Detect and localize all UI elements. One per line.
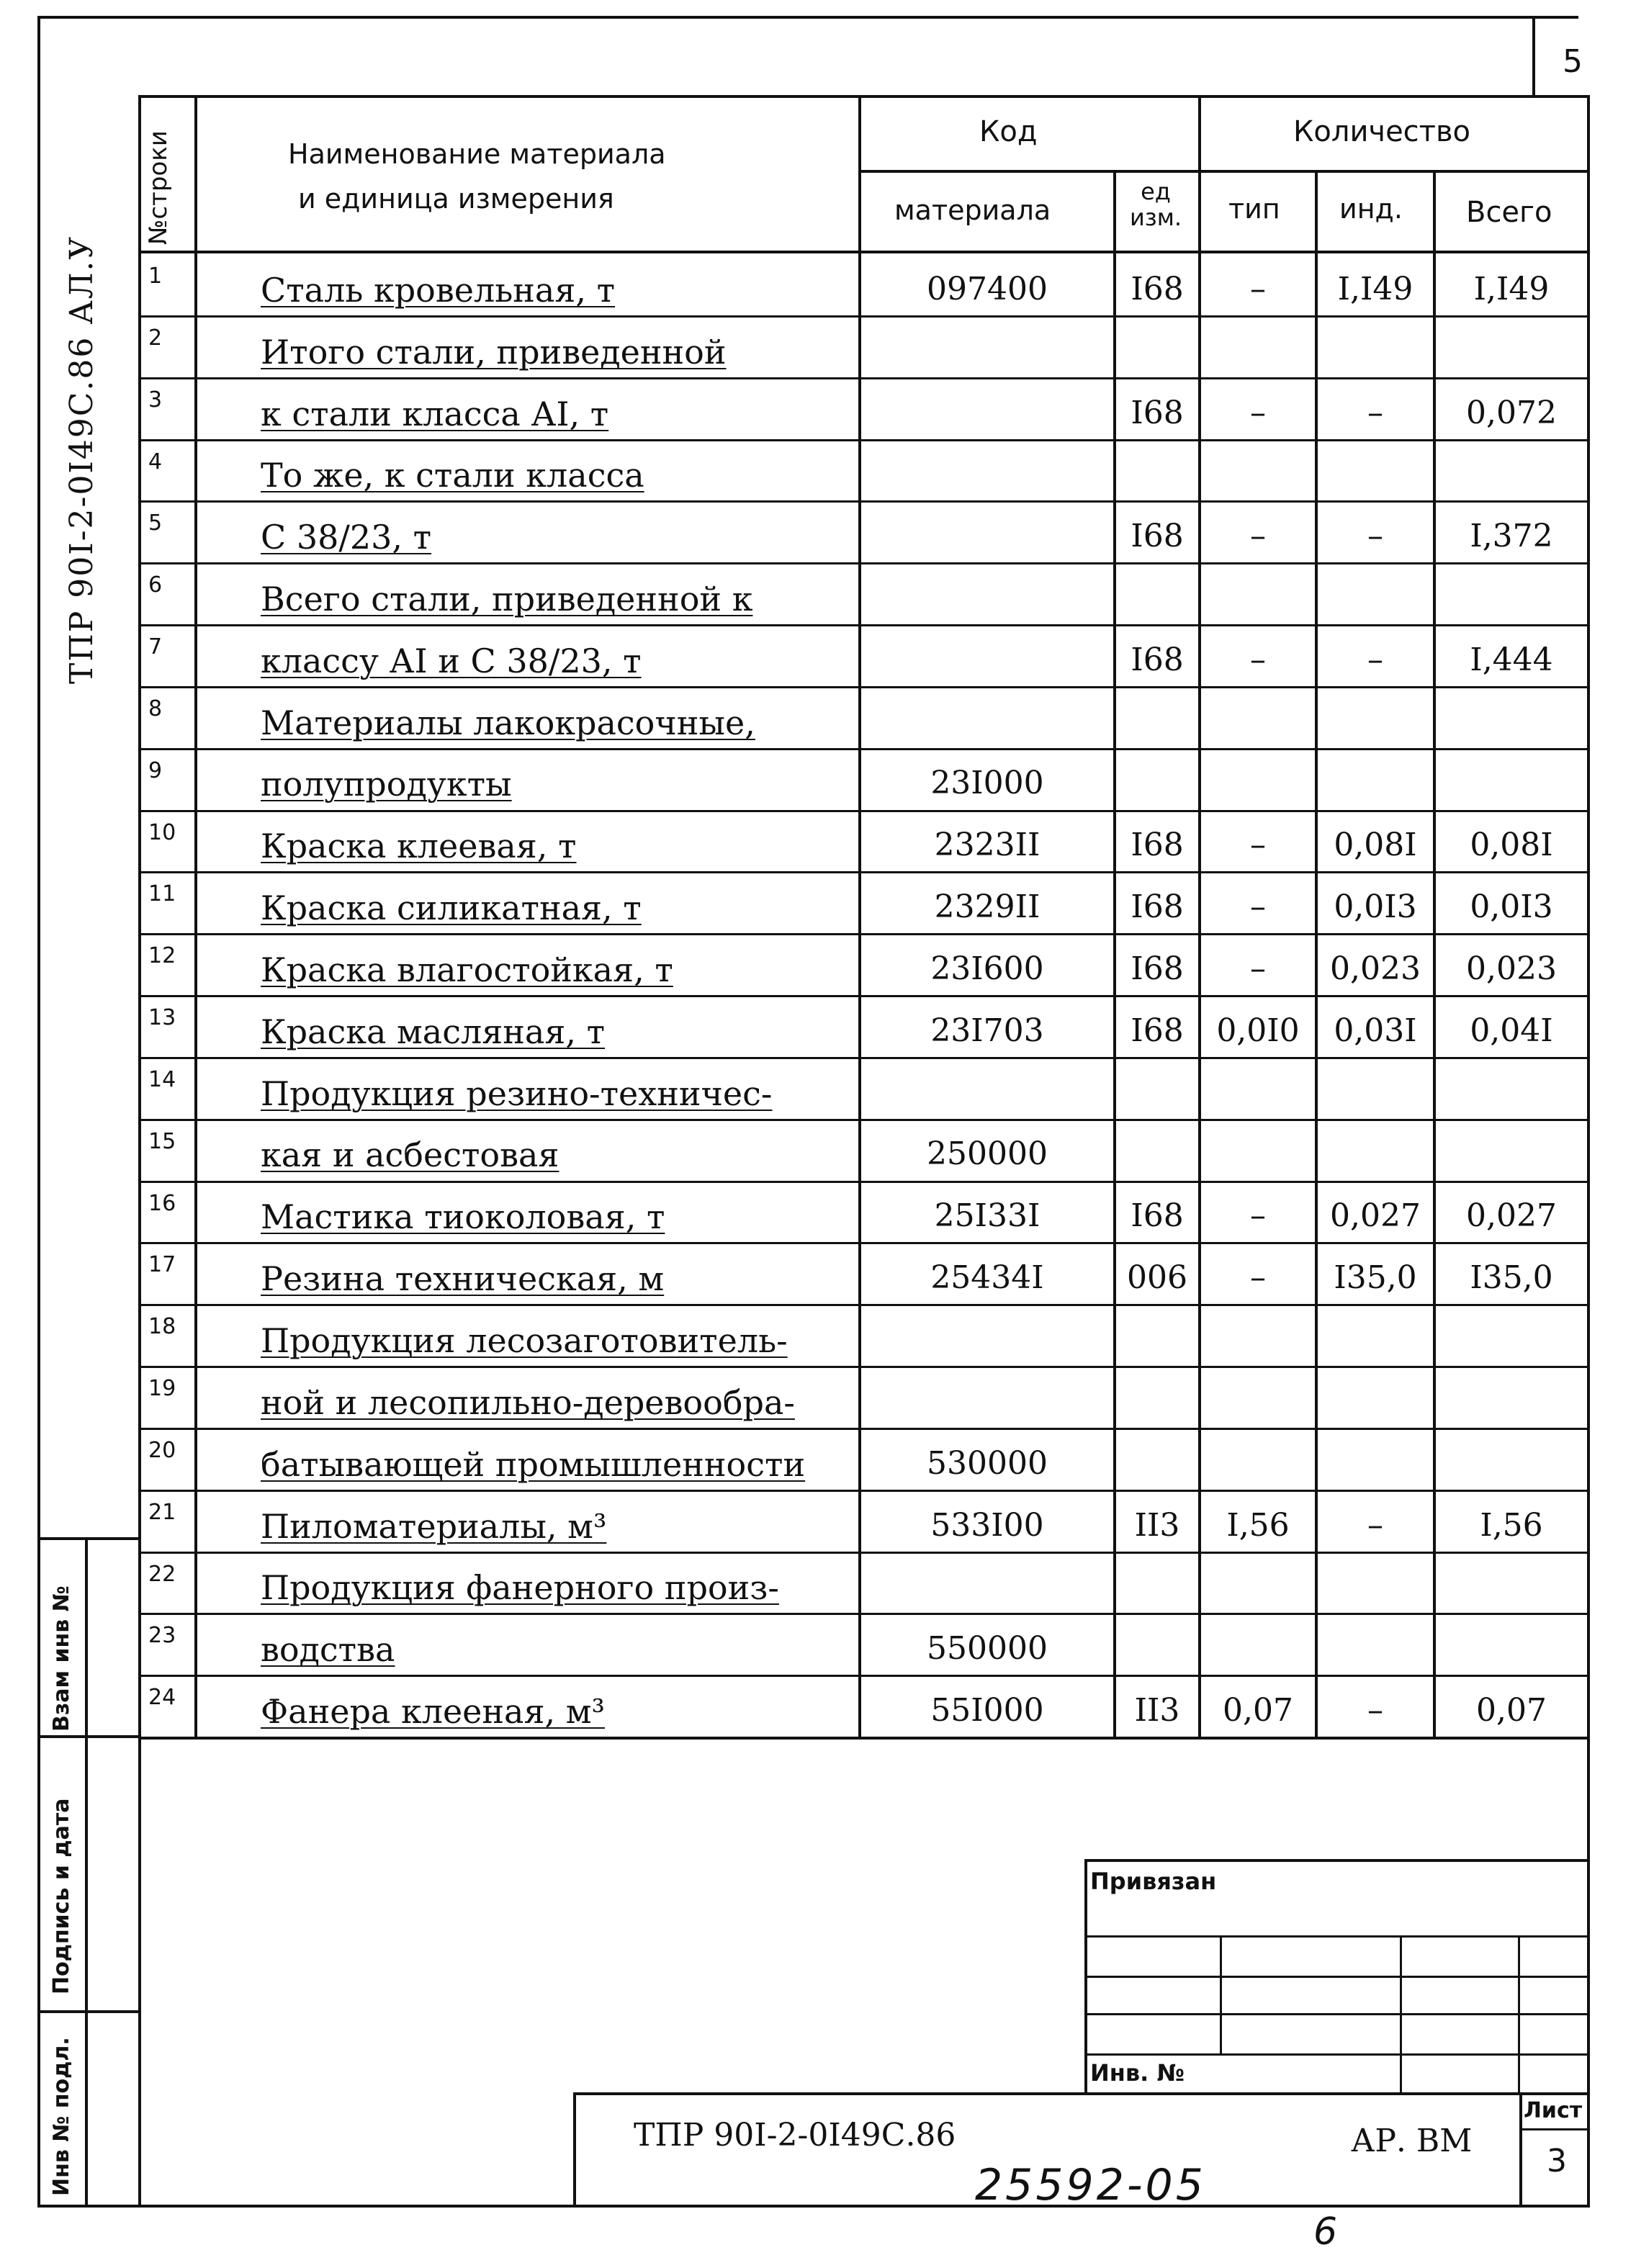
- row-unit: I68: [1131, 1012, 1184, 1049]
- margin-label-podpis: Подпись и дата: [49, 1798, 74, 1994]
- row-name: Краска масляная, т: [261, 1012, 606, 1051]
- stamp-grid-h3: [1084, 2013, 1590, 2015]
- table-top-line: [138, 95, 1590, 98]
- row-number: 22: [148, 1562, 176, 1587]
- row-ind: 0,027: [1330, 1197, 1421, 1234]
- row-ind: 0,08I: [1334, 827, 1417, 863]
- row-number: 7: [148, 634, 163, 660]
- row-number: 9: [148, 758, 163, 783]
- row-unit: 006: [1127, 1259, 1187, 1296]
- bottom-page-number: 6: [1313, 2210, 1338, 2254]
- row-unit: I68: [1131, 950, 1184, 987]
- row-separator: [138, 1428, 1590, 1430]
- row-code: 23I703: [930, 1012, 1044, 1049]
- row-tip: –: [1250, 395, 1266, 431]
- stamp-grid-v1: [1220, 1935, 1222, 2053]
- row-tip: –: [1250, 518, 1266, 554]
- row-tip: 0,07: [1223, 1692, 1293, 1729]
- header-unit: ед изм.: [1129, 178, 1182, 231]
- header-tip: тип: [1228, 193, 1280, 225]
- stamp-main-left: [573, 2092, 576, 2206]
- row-unit: I68: [1131, 271, 1184, 307]
- row-code: 23I000: [930, 765, 1044, 801]
- row-number: 12: [148, 943, 176, 968]
- row-separator: [138, 995, 1590, 997]
- row-separator: [138, 439, 1590, 441]
- row-name: Фанера клееная, м³: [261, 1692, 605, 1731]
- row-name: То же, к стали класса: [261, 456, 644, 495]
- row-code: 550000: [927, 1630, 1048, 1667]
- margin-stamp-divider: [85, 1537, 88, 2205]
- row-name: к стали класса АI, т: [261, 395, 609, 433]
- row-name: Материалы лакокрасочные,: [261, 703, 755, 742]
- row-number: 10: [148, 820, 176, 845]
- row-total: 0,0I3: [1470, 888, 1553, 925]
- row-separator: [138, 1490, 1590, 1492]
- row-code: 250000: [927, 1135, 1048, 1172]
- row-number: 2: [148, 325, 163, 351]
- row-tip: 0,0I0: [1216, 1012, 1300, 1049]
- row-unit: I68: [1131, 518, 1184, 554]
- page-number: 5: [1563, 43, 1583, 80]
- row-total: 0,04I: [1470, 1012, 1553, 1049]
- row-total: 0,072: [1466, 395, 1557, 431]
- row-separator: [138, 748, 1590, 750]
- row-name: Резина техническая, м: [261, 1259, 665, 1298]
- row-total: I,I49: [1473, 271, 1550, 307]
- row-separator: [138, 1304, 1590, 1306]
- row-number: 16: [148, 1191, 176, 1216]
- frame-top-line: [37, 16, 1578, 19]
- row-unit: I68: [1131, 827, 1184, 863]
- row-tip: –: [1250, 827, 1266, 863]
- row-total: 0,08I: [1470, 827, 1553, 863]
- row-number: 17: [148, 1252, 176, 1277]
- header-total: Всего: [1466, 196, 1552, 229]
- row-tip: –: [1250, 888, 1266, 925]
- row-number: 5: [148, 510, 163, 536]
- header-material: материала: [894, 194, 1051, 226]
- row-code: 55I000: [930, 1692, 1044, 1729]
- row-total: I35,0: [1470, 1259, 1553, 1296]
- row-separator: [138, 500, 1590, 503]
- header-code: Код: [979, 115, 1038, 148]
- stamp-inv-no-label: Инв. №: [1090, 2059, 1185, 2087]
- row-separator: [138, 315, 1590, 318]
- row-separator: [138, 624, 1590, 626]
- row-number: 20: [148, 1438, 176, 1463]
- row-ind: 0,03I: [1334, 1012, 1417, 1049]
- frame-inner-left-line: [138, 95, 141, 2208]
- row-separator: [138, 1552, 1590, 1554]
- row-unit: II3: [1134, 1507, 1180, 1544]
- row-separator: [138, 1057, 1590, 1059]
- row-separator: [138, 1366, 1590, 1368]
- row-separator: [138, 562, 1590, 564]
- stamp-handwritten-number: 25592-05: [975, 2160, 1206, 2210]
- margin-stamp-line-b: [37, 2010, 141, 2013]
- stamp-privyazan-top: [1084, 1859, 1590, 1862]
- header-name-line1: Наименование материала: [288, 138, 666, 170]
- row-name: Сталь кровельная, т: [261, 271, 616, 310]
- row-name: ной и лесопильно-деревообра-: [261, 1383, 795, 1422]
- row-total: 0,027: [1466, 1197, 1557, 1234]
- row-code: 533I00: [930, 1507, 1044, 1544]
- header-name-line2: и единица измерения: [298, 183, 614, 215]
- row-name: батывающей промышленности: [261, 1445, 806, 1484]
- row-tip: –: [1250, 271, 1266, 307]
- row-number: 24: [148, 1685, 176, 1710]
- margin-label-vzam: Взам инв №: [49, 1585, 74, 1732]
- row-separator: [138, 1181, 1590, 1183]
- margin-stamp-top-line: [37, 1537, 141, 1540]
- row-number: 6: [148, 572, 163, 598]
- row-tip: –: [1250, 642, 1266, 678]
- stamp-privyazan-label: Привязан: [1090, 1868, 1217, 1895]
- row-unit: I68: [1131, 642, 1184, 678]
- row-ind: –: [1367, 1507, 1383, 1544]
- row-number: 21: [148, 1500, 176, 1525]
- row-number: 11: [148, 881, 176, 906]
- row-name: С 38/23, т: [261, 518, 432, 557]
- row-number: 8: [148, 696, 163, 721]
- row-ind: I35,0: [1334, 1259, 1417, 1296]
- row-code: 25434I: [930, 1259, 1044, 1296]
- row-tip: –: [1250, 1197, 1266, 1234]
- row-unit: I68: [1131, 888, 1184, 925]
- row-name: Краска клеевая, т: [261, 827, 577, 865]
- stamp-section: АР. ВМ: [1351, 2123, 1473, 2159]
- row-total: I,444: [1470, 642, 1553, 678]
- row-separator: [138, 1675, 1590, 1677]
- row-separator: [138, 1242, 1590, 1244]
- row-number: 13: [148, 1005, 176, 1030]
- row-name: полупродукты: [261, 765, 512, 804]
- row-number: 15: [148, 1129, 176, 1154]
- row-unit: II3: [1134, 1692, 1180, 1729]
- row-number: 19: [148, 1376, 176, 1401]
- row-total: 0,023: [1466, 950, 1557, 987]
- frame-right-line: [1587, 95, 1590, 2208]
- row-number: 3: [148, 387, 163, 413]
- margin-stamp-line-a: [37, 1735, 141, 1738]
- row-ind: 0,023: [1330, 950, 1421, 987]
- row-separator: [138, 933, 1590, 935]
- stamp-list-label: Лист: [1524, 2098, 1583, 2123]
- row-number: 14: [148, 1067, 176, 1092]
- row-name: Краска силикатная, т: [261, 888, 642, 927]
- row-name: Итого стали, приведенной: [261, 333, 727, 372]
- row-name: Всего стали, приведенной к: [261, 580, 753, 618]
- row-total: I,372: [1470, 518, 1553, 554]
- stamp-grid-h1: [1084, 1935, 1590, 1938]
- header-row-number: №строки: [144, 130, 173, 245]
- row-ind: –: [1367, 642, 1383, 678]
- row-name: Пиломатериалы, м³: [261, 1507, 607, 1546]
- row-name: классу АI и С 38/23, т: [261, 642, 642, 680]
- stamp-main-top: [573, 2092, 1590, 2095]
- frame-bottom-line: [37, 2205, 1590, 2208]
- row-separator: [138, 1119, 1590, 1121]
- row-unit: I68: [1131, 395, 1184, 431]
- row-name: кая и асбестовая: [261, 1135, 559, 1174]
- row-separator: [138, 810, 1590, 812]
- row-number: 18: [148, 1314, 176, 1339]
- row-separator: [138, 377, 1590, 379]
- col-line-number: [194, 95, 197, 1738]
- margin-label-inv-podl: Инв № подл.: [49, 2037, 74, 2196]
- header-ind: инд.: [1339, 193, 1403, 225]
- stamp-list-number: 3: [1547, 2143, 1567, 2179]
- row-tip: –: [1250, 950, 1266, 987]
- row-number: 23: [148, 1623, 176, 1648]
- stamp-document-code: ТПР 90I-2-0I49С.86: [634, 2117, 956, 2154]
- row-name: Продукция фанерного произ-: [261, 1568, 779, 1607]
- row-code: 097400: [927, 271, 1048, 307]
- row-ind: –: [1367, 395, 1383, 431]
- row-ind: 0,0I3: [1334, 888, 1417, 925]
- stamp-grid-v3: [1518, 1935, 1520, 2092]
- page-number-box-line: [1532, 19, 1535, 95]
- row-total: 0,07: [1476, 1692, 1547, 1729]
- row-tip: I,56: [1226, 1507, 1290, 1544]
- header-bottom-line: [138, 251, 1590, 253]
- stamp-grid-v2: [1400, 1935, 1402, 2092]
- row-code: 2329II: [934, 888, 1041, 925]
- row-code: 530000: [927, 1445, 1048, 1482]
- row-number: 1: [148, 264, 163, 289]
- row-code: 2323II: [934, 827, 1041, 863]
- row-name: Продукция резино-техничес-: [261, 1074, 773, 1113]
- stamp-list-mid: [1519, 2128, 1590, 2130]
- stamp-grid-h2: [1084, 1976, 1590, 1978]
- row-separator: [138, 1613, 1590, 1615]
- row-name: Краска влагостойкая, т: [261, 950, 673, 989]
- row-name: Мастика тиоколовая, т: [261, 1197, 665, 1236]
- stamp-list-left: [1519, 2092, 1522, 2206]
- row-ind: –: [1367, 1692, 1383, 1729]
- row-name: Продукция лесозаготовитель-: [261, 1321, 788, 1360]
- stamp-grid-h4: [1084, 2053, 1590, 2056]
- row-code: 25I33I: [934, 1197, 1041, 1234]
- frame-left-line: [37, 16, 40, 2208]
- row-tip: –: [1250, 1259, 1266, 1296]
- row-separator: [138, 871, 1590, 873]
- header-sub-line: [858, 170, 1590, 173]
- row-total: I,56: [1480, 1507, 1543, 1544]
- row-unit: I68: [1131, 1197, 1184, 1234]
- row-code: 23I600: [930, 950, 1044, 987]
- header-quantity: Количество: [1293, 115, 1471, 148]
- row-name: водства: [261, 1630, 395, 1669]
- row-ind: I,I49: [1337, 271, 1413, 307]
- row-separator: [138, 686, 1590, 688]
- table-bottom-line: [138, 1737, 1590, 1740]
- row-number: 4: [148, 449, 163, 474]
- row-ind: –: [1367, 518, 1383, 554]
- side-document-code: ТПР 90I-2-0I49С.86 АЛ.У: [63, 235, 100, 684]
